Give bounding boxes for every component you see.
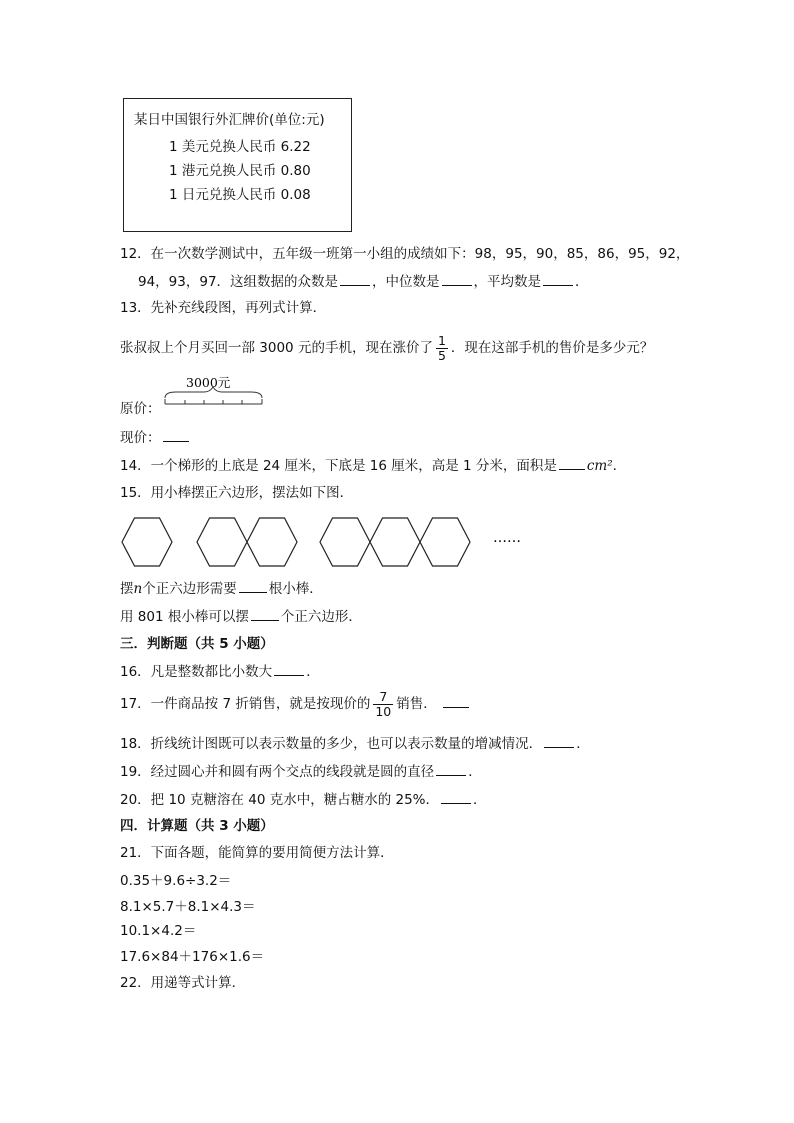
current-price-blank[interactable] xyxy=(163,427,189,442)
q20: 20．把 10 克糖溶在 40 克水中，糖占糖水的 25%． ． xyxy=(120,789,487,810)
q13-title: 13．先补充线段图，再列式计算． xyxy=(120,300,327,316)
mean-blank[interactable] xyxy=(543,271,573,286)
q19-blank[interactable] xyxy=(436,761,466,776)
q18: 18．折线统计图既可以表示数量的多少，也可以表示数量的增减情况． ． xyxy=(120,733,590,754)
median-blank[interactable] xyxy=(442,271,472,286)
original-price-label: 原价： xyxy=(120,401,161,417)
q20-blank[interactable] xyxy=(441,789,471,804)
q16-blank[interactable] xyxy=(274,661,304,676)
hexagon-figure-3 xyxy=(320,518,470,566)
current-price-label: 现价： xyxy=(120,430,161,446)
q12-line2: 94，93，97．这组数据的众数是 ，中位数是 ，平均数是 ． xyxy=(138,271,589,292)
q15-line2: 用 801 根小棒可以摆 个正六边形． xyxy=(120,606,362,627)
q12-text-a: 94，93，97．这组数据的众数是 xyxy=(138,274,339,290)
segment-diagram xyxy=(160,370,270,410)
q12-line1: 12．在一次数学测试中，五年级一班第一小组的成绩如下：98，95，90，85，86，95，92， xyxy=(120,246,690,262)
q21-item-4: 17.6×84＋176×1.6＝ xyxy=(120,949,265,965)
q12-text-c: ，平均数是 xyxy=(473,274,542,290)
q15-line1: 摆n个正六边形需要 根小棒． xyxy=(120,578,323,599)
sticks-blank[interactable] xyxy=(239,578,267,593)
hexagon-figure-2 xyxy=(197,518,297,566)
q13-problem: 张叔叔上个月买回一部 3000 元的手机，现在涨价了 $\frac{1}{5}$ ．现在这部手机的售价是多少元？ xyxy=(120,332,654,363)
fraction-seven-tenths: $\frac{7}{10}$ xyxy=(375,688,392,719)
q19: 19．经过圆心并和圆有两个交点的线段就是圆的直径 ． xyxy=(120,761,482,782)
q16: 16．凡是整数都比小数大 ． xyxy=(120,661,320,682)
rate-hkd: 1 港元兑换人民币 0.80 xyxy=(169,163,311,179)
hexagon-figures xyxy=(115,510,535,574)
section-4-heading: 四．计算题（共 3 小题） xyxy=(120,818,274,834)
rate-usd: 1 美元兑换人民币 6.22 xyxy=(169,139,311,155)
section-3-heading: 三．判断题（共 5 小题） xyxy=(120,636,274,652)
segment-brace-label: 3000元 xyxy=(186,375,231,390)
current-price-line xyxy=(120,427,191,448)
q21-item-2: 8.1×5.7＋8.1×4.3＝ xyxy=(120,899,256,915)
q17-blank[interactable] xyxy=(443,693,469,708)
hexagon-count-blank[interactable] xyxy=(251,606,279,621)
q21-item-3: 10.1×4.2＝ xyxy=(120,923,197,939)
exchange-rate-title: 某日中国银行外汇牌价(单位:元) xyxy=(134,112,325,128)
hexagon-figure-1 xyxy=(122,518,172,566)
q21-item-1: 0.35＋9.6÷3.2＝ xyxy=(120,873,232,889)
area-unit: cm² xyxy=(586,458,613,474)
q12-text-b: ，中位数是 xyxy=(372,274,440,290)
q15-title: 15．用小棒摆正六边形，摆法如下图． xyxy=(120,485,354,501)
q17: 17．一件商品按 7 折销售，就是按现价的 $\frac{7}{10}$ 销售． xyxy=(120,689,471,719)
fraction-one-fifth: $\frac{1}{5}$ xyxy=(437,332,446,363)
q18-blank[interactable] xyxy=(544,733,574,748)
q21-title: 21．下面各题，能简算的要用简便方法计算． xyxy=(120,845,394,861)
rate-jpy: 1 日元兑换人民币 0.08 xyxy=(169,187,311,203)
exchange-rate-box xyxy=(123,98,352,232)
q22-title: 22．用递等式计算． xyxy=(120,975,246,991)
q14: 14．一个梯形的上底是 24 厘米，下底是 16 厘米，高是 1 分米，面积是 cm²． xyxy=(120,455,626,476)
continuation-ellipsis: …… xyxy=(493,530,521,546)
mode-blank[interactable] xyxy=(340,271,370,286)
area-blank[interactable] xyxy=(559,455,585,470)
